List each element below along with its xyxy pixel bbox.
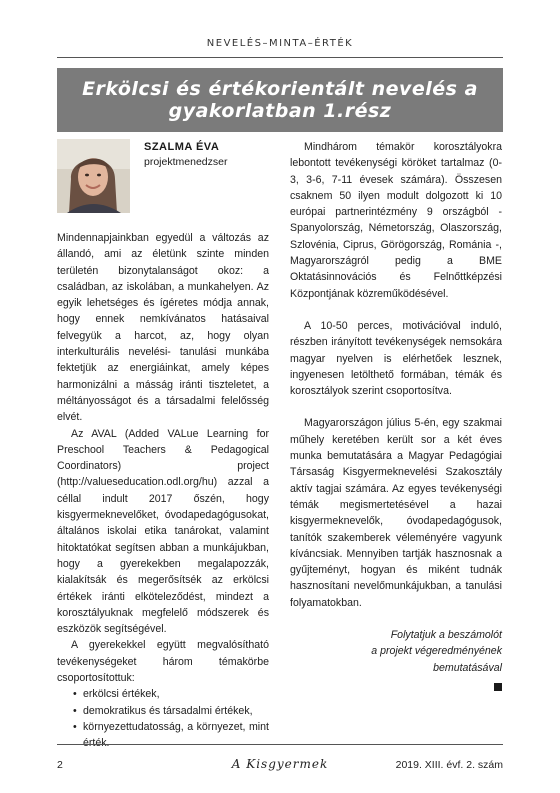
magazine-name: A Kisgyermek <box>231 757 329 771</box>
paragraph-activities: A 10-50 perces, motivációval induló, részben irányított tevékenységek nemsokára magyar nyelven is elérhetőek lesznek, ingyenesen letölthető formában, témák és korosztályok szerint csoportosítva. <box>290 319 502 398</box>
author-photo <box>57 139 130 213</box>
article-title-line-2: gyakorlatban 1.rész <box>168 100 392 122</box>
topic-list <box>57 686 269 751</box>
article-title-line-1: Erkölcsi és értékorientált nevelés a <box>82 78 478 100</box>
topic-list-item: • demokratikus és társadalmi értékek, <box>73 703 269 719</box>
topic-list-item: • környezettudatosság, a környezet, mint <box>73 719 269 752</box>
paragraph-modules: Mindhárom témakör korosztályokra lebontott tevékenységi köröket tartalmaz (0-3, 3-6, 7-11 évesek számára). Összesen csaknem 50 ilyen modult dolgozott ki 10 európai partnerintézmény 9 országból - Spanyolország, Németország, Olaszország, Szlovénia, Ciprus, Görögország, Románia -, Magyarországról pedig a BME Oktatásinnovációs és Felnőttképzési Központjának közreműködésével. <box>290 141 502 300</box>
page-number: 2 <box>57 759 63 771</box>
closing-note <box>290 627 502 676</box>
paragraph-workshop: Magyarországon július 5-én, egy szakmai műhely keretében került sor a két éves munka bemutatására a Magyar Pedagógiai Társaság Kisgyermeknevelési Szakosztály aktív tagjai számára. Az egyes tevékenységi témák megismertetésével a hazai kisgyermeknevelők, óvodapedagógusok, tanítók szakemberek véleményére vagyunk kíváncsiak. Mennyiben tartják hasznosnak a gyűjteményt, hogyan és miként tudnák hasznosítani nevelőmunkájukban, a tanulási folyamatokban. <box>290 417 502 609</box>
paragraph-aval: Az AVAL (Added VALue Learning for Preschool Teachers & Pedagogical Coordinators) project (http://valueseducation.odl.org/hu) azzal a céllal indult 2017 őszén, hogy kisgyermeknevelőket, óvodapedagógusokat, általános iskolai etika tanárokat, valamint hitoktatókat segítsen abban a munkájukban, hogy a gyerekekben megalapozzák, kialakítsák és megerősítsék az erkölcsi értékek iránti elköteleződést, mindezt a korosztályuknak megfelelő módszerek és eszközök segítségével. <box>57 427 269 636</box>
closing-line-3: bemutatásával <box>433 661 502 674</box>
header-rule <box>57 57 503 58</box>
issue-info: 2019. XIII. évf. 2. szám <box>395 759 503 771</box>
paragraph-intro: Mindennapjainkban egyedül a változás az állandó, ami az életünk szinte minden területén bizonytalanságot okoz: a családban, az iskolában, a munkahelyen. Az egyik lehetséges és ígéretes módja annak, hogy ennek nemkívánatos hatásaival felvegyük a harcot, az, hogy olyan interkulturális nevelési- tanulási munkába fektetjük az energiáinkat, amely képes harmonizálni a másság iránti tiszteletet, a méltányosságot és a társadalmi felelősség elvét. <box>57 232 269 424</box>
end-of-article-mark <box>290 680 502 696</box>
column-left <box>57 230 269 752</box>
topic-list-item: • erkölcsi értékek, <box>73 686 269 702</box>
footer-rule <box>57 744 503 745</box>
closing-line-2: a projekt végeredményének <box>371 645 502 658</box>
closing-line-1: Folytatjuk a beszámolót <box>390 629 502 642</box>
running-header: NEVELÉS–MINTA–ÉRTÉK <box>206 38 354 49</box>
author-role: projektmenedzser <box>144 156 228 168</box>
article-title-banner <box>57 68 503 132</box>
column-right <box>290 139 502 696</box>
author-name: SZALMA ÉVA <box>144 141 220 153</box>
paragraph-topics: A gyerekekkel együtt megvalósítható tevékenységeket három témakörbe csoportosítottuk: <box>57 639 269 685</box>
